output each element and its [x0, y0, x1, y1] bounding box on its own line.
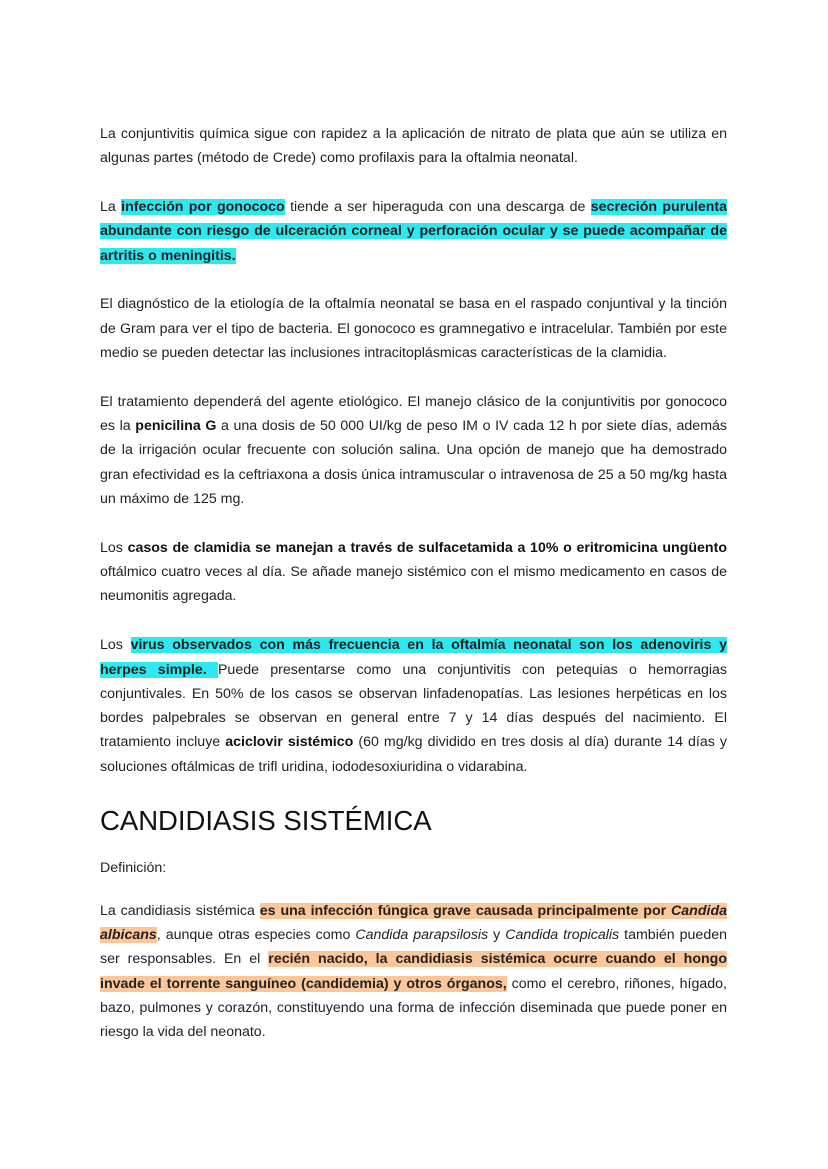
italic-candida-albicans: Candida albicans	[100, 902, 728, 944]
paragraph-viruses	[100, 633, 727, 779]
text-run: La	[100, 199, 122, 216]
paragraph-treatment	[100, 390, 727, 511]
highlight-gonococcal: infección por gonococo	[121, 199, 285, 216]
paragraph-text: La conjuntivitis química sigue con rapidez a la aplicación de nitrato de plata que aún se utiliza en algunas partes (método de Crede) como profilaxis para la oftalmia neonatal.	[100, 126, 727, 167]
text-run: , aunque otras especies como	[156, 927, 356, 944]
italic-candida-tropicalis: Candida tropicalis	[505, 927, 620, 944]
text-run: La candidiasis sistémica	[100, 902, 260, 919]
text-run: a una dosis de 50 000 UI/kg de peso IM o IV cada 12 h por siete días, además de la irrigación ocular frecuente con solución salina. Una opción de manejo que ha demostrado gran efectividad es la ceftriaxona a dosis única intramuscular o intravenosa de 25 a 50 mg/kg hasta un máximo de 125 mg.	[100, 418, 727, 508]
paragraph-gonococcal-infection	[100, 195, 727, 268]
paragraph-candidiasis	[100, 899, 727, 1045]
highlight-viruses: virus observados con más frecuencia en la oftalmía neonatal son los adenoviris y herpes simple.	[100, 637, 727, 678]
bold-chlamydia-treatment: casos de clamidia se manejan a través de sulfacetamida a 10% o eritromicina ungüento	[127, 539, 727, 556]
text-run: y	[488, 927, 506, 944]
text-run: Puede presentarse como una conjuntivitis con petequias o hemorragias conjuntivales. En 50% de los casos se observan linfadenopatías. Las lesiones herpéticas en los bordes palpebrales se observan en general entre 7 y 14 días después del nacimiento. El tratamiento incluye	[100, 661, 727, 751]
paragraph-diagnosis	[100, 292, 727, 365]
text-run: Los	[100, 637, 131, 654]
text-run: tiende a ser hiperaguda con una descarga de	[284, 199, 591, 216]
paragraph-chemical-conjunctivitis	[100, 122, 727, 171]
definition-label: Definición:	[100, 859, 167, 876]
bold-aciclovir: aciclovir sistémico	[225, 734, 354, 751]
bold-penicillin: penicilina G	[135, 418, 217, 435]
text-run: oftálmico cuatro veces al día. Se añade manejo sistémico con el mismo medicamento en casos de neumonitis agregada.	[100, 564, 727, 605]
highlight-newborn-candidiasis: recién nacido, la candidiasis sistémica ocurre cuando el hongo invade el torrente sanguíneo (candidemia) y otros órganos,	[100, 951, 727, 992]
text-run: también pueden ser responsables. En el	[100, 927, 727, 968]
text-run: Los	[100, 539, 128, 556]
text-run: (60 mg/kg dividido en tres dosis al día) durante 14 días y soluciones oftálmicas de trifl uridina, iododesoxiuridina o vidarabina.	[100, 734, 727, 775]
paragraph-chlamydia	[100, 536, 727, 609]
highlight-text: es una infección fúngica grave causada principalmente por	[259, 902, 672, 919]
text-run: El tratamiento dependerá del agente etiológico. El manejo clásico de la conjuntivitis por gonococo es la	[100, 393, 727, 435]
paragraph-text: El diagnóstico de la etiología de la oftalmía neonatal se basa en el raspado conjuntival y la tinción de Gram para ver el tipo de bacteria. El gonococo es gramnegativo e intracelular. También por este medio se pueden detectar las inclusiones intracitoplásmicas características de la clamidia.	[100, 296, 727, 362]
document-page	[100, 122, 727, 1069]
section-heading: CANDIDIASIS SISTÉMICA	[100, 804, 432, 836]
highlight-purulent-secretion: secreción purulenta abundante con riesgo de ulceración corneal y perforación ocular y se puede acompañar de artritis o meningitis.	[100, 199, 728, 264]
text-run: como el cerebro, riñones, hígado, bazo, pulmones y corazón, constituyendo una forma de infección diseminada que puede poner en riesgo la vida del neonato.	[100, 975, 727, 1041]
italic-candida-parapsilosis: Candida parapsilosis	[355, 927, 489, 944]
